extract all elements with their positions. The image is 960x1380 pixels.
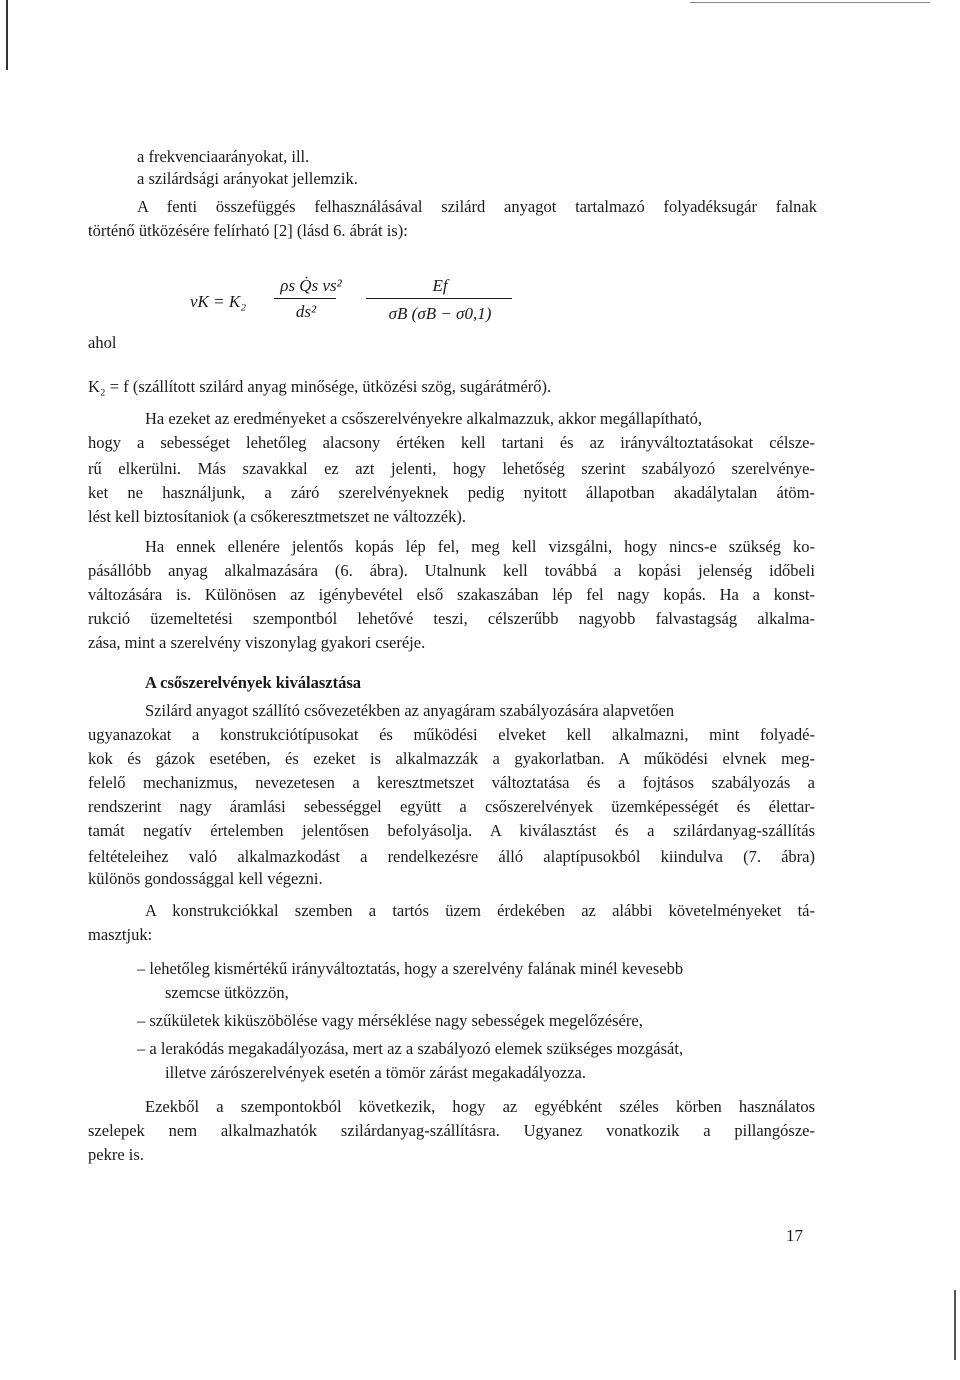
text-line: kok és gázok esetében, és ezeket is alkalmazzák a gyakorlatban. A működési elvnek meg- [88,749,815,768]
text-line: tamát negatív értelemben jelentősen befolyásolja. A kiválasztást és a szilárdanyag-szállítás [88,821,815,840]
fraction-bar [366,298,512,299]
text-line: A konstrukciókkal szemben a tartós üzem érdekében az alábbi követelményeket tá- [145,901,815,920]
text-line: ahol [88,333,117,352]
text-line: Ezekből a szempontokból következik, hogy az egyébként széles körben használatos [145,1097,815,1116]
formula-lhs: vK = K₂ [190,292,247,311]
text-line: masztjuk: [88,925,153,944]
text-line: szelepek nem alkalmazhatók szilárdanyag-szállításra. Ugyanez vonatkozik a pillangósze- [88,1121,815,1140]
text-line: ugyanazokat a konstrukciótípusokat és működési elveket kell alkalmazni, mint folyadé- [88,725,815,744]
text-line: lést kell biztosítaniok (a csőkeresztmetszet ne változzék). [88,507,466,526]
formula-fraction-numerator: ρs Q̇s vs² [280,276,342,295]
text-line: feltételeihez való alkalmazkodást a rendelkezésre álló alaptípusokból kiindulva (7. ábra) [88,847,815,866]
text-line: A fenti összefüggés felhasználásával szilárd anyagot tartalmazó folyadéksugár falnak [137,197,817,216]
scan-edge-mark [690,2,930,3]
text-line: pásállóbb anyag alkalmazására (6. ábra). Utalnunk kell továbbá a kopási jelenség időbeli [88,561,815,580]
text-line: a frekvenciaarányokat, ill. [137,147,310,166]
scan-edge-mark [954,1290,956,1360]
formula-fraction-denominator: ds² [295,302,317,321]
scan-edge-mark [6,0,8,70]
text-line: rukció üzemeltetési szempontból lehetővé teszi, célszerűbb nagyobb falvastagság alkalma- [88,609,815,628]
text-line: a szilárdsági arányokat jellemzik. [137,169,358,188]
text-line: rű elkerülni. Más szavakkal ez azt jelenti, hogy lehetőség szerint szabályozó szerelvénye- [88,459,815,478]
text-line: változására is. Különösen az igénybevétel első szakaszában lép fel nagy kopás. Ha a konst- [88,585,815,604]
fraction-bar [274,298,336,299]
text-line: rendszerint nagy áramlási sebességgel együtt a csőszerelvények üzemképességét és élettar- [88,797,815,816]
formula-fraction-denominator: σB (σB − σ0,1) [388,304,492,323]
text-line: Ha ennek ellenére jelentős kopás lép fel, meg kell vizsgálni, hogy nincs-e szükség ko- [145,537,815,556]
text-line: pekre is. [88,1145,144,1164]
bullet-item: – szűkületek kiküszöbölése vagy mérséklése nagy sebességek megelőzésére, [137,1011,643,1030]
impact-velocity-formula [180,276,520,336]
bullet-item-continuation: illetve zárószerelvények esetén a tömör zárást megakadályozza. [165,1063,586,1082]
section-heading: A csőszerelvények kiválasztása [145,673,362,692]
text-line: felelő mechanizmus, nevezetesen a keresztmetszet változtatása és a fojtásos szabályozás a [88,773,815,792]
text-line: hogy a sebességet lehetőleg alacsony értéken kell tartani és az irányváltoztatásokat célsze- [88,433,815,452]
bullet-item: – a lerakódás megakadályozása, mert az a szabályozó elemek szükséges mozgását, [137,1039,684,1058]
bullet-item-continuation: szemcse ütközzön, [165,983,289,1002]
text-line: K₂ = f (szállított szilárd anyag minősége, ütközési szög, sugárátmérő). [88,377,552,396]
text-line: történő ütközésére felírható [2] (lásd 6. ábrát is): [88,221,408,240]
text-line: Szilárd anyagot szállító csővezetékben az anyagáram szabályozására alapvetően [145,701,675,720]
bullet-item: – lehetőleg kismértékű irányváltoztatás, hogy a szerelvény falának minél kevesebb [137,959,684,978]
formula-fraction-numerator: Ef [432,276,448,295]
text-line: Ha ezeket az eredményeket a csőszerelvényekre alkalmazzuk, akkor megállapítható, [145,409,703,428]
text-line: zása, mint a szerelvény viszonylag gyakori cseréje. [88,633,426,652]
text-line: különös gondossággal kell végezni. [88,869,323,888]
page-number: 17 [786,1226,803,1245]
text-line: ket ne használjunk, a záró szerelvényeknek pedig nyitott állapotban akadálytalan átöm- [88,483,815,502]
